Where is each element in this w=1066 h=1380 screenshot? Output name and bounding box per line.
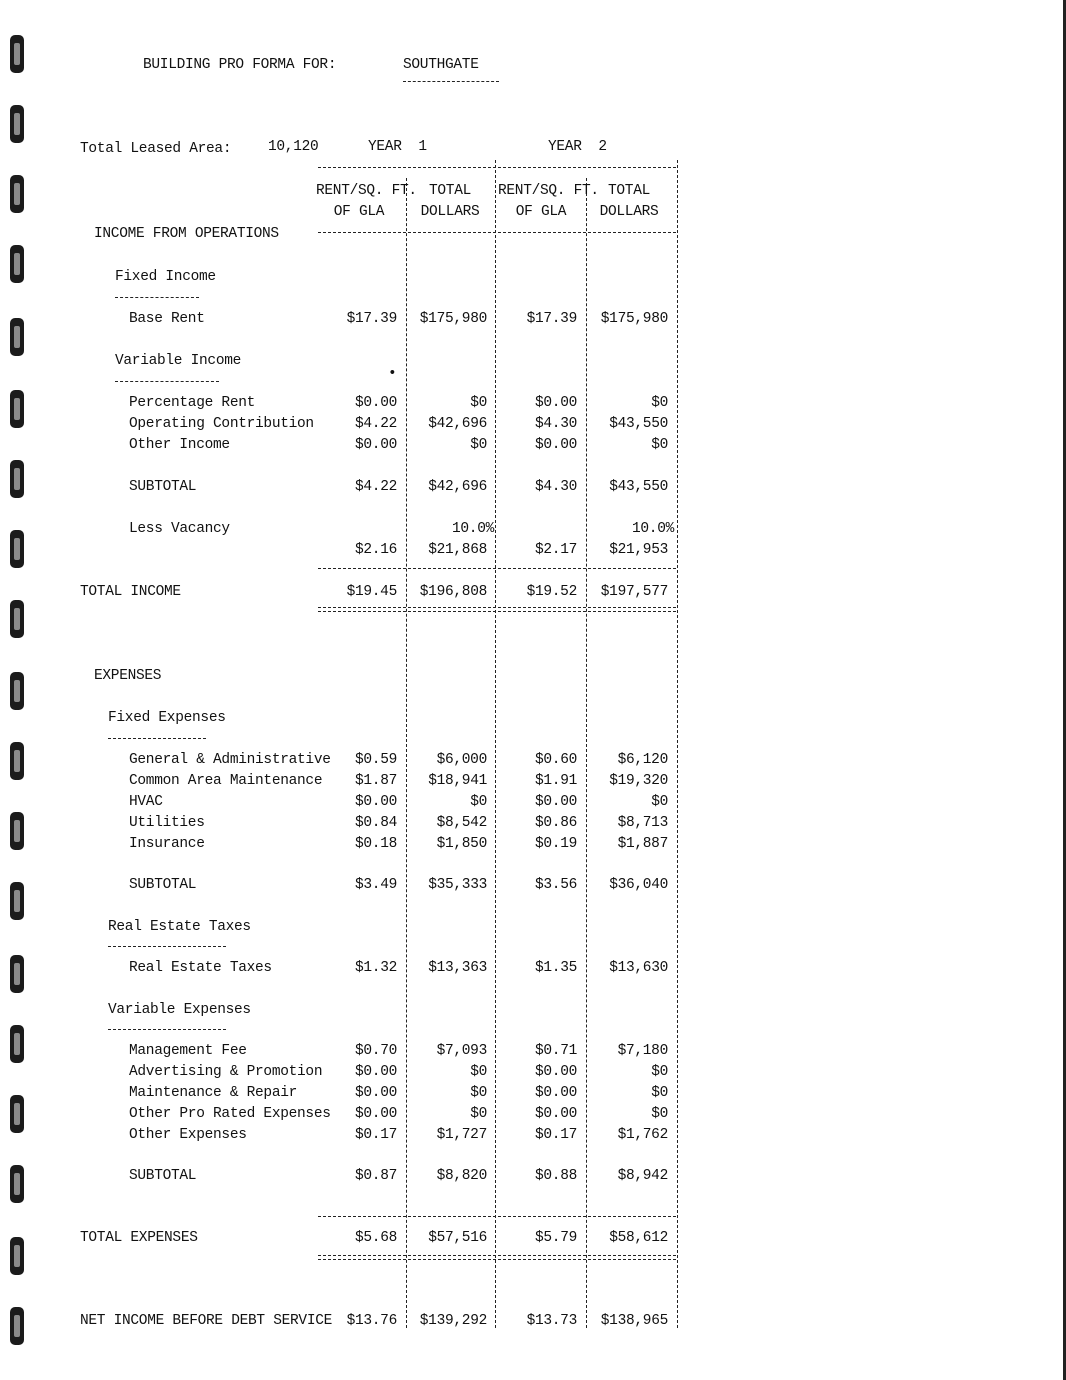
property-underline xyxy=(403,81,499,82)
sub-fixed-y1t-cell: $35,333 xyxy=(428,877,487,893)
punch-hole xyxy=(10,460,24,498)
punch-hole xyxy=(10,1095,24,1133)
other-exp-y1r-cell: $0.17 xyxy=(354,1127,397,1143)
row-label: HVAC xyxy=(129,794,163,810)
variable-expenses-heading: Variable Expenses xyxy=(108,1002,251,1018)
punch-hole xyxy=(10,1237,24,1275)
table-top-rule xyxy=(318,167,676,168)
net-income-y2r-cell: $13.73 xyxy=(526,1313,577,1329)
year-divider xyxy=(495,160,496,1328)
header-bottom-rule xyxy=(318,232,676,233)
heading-underline xyxy=(108,1029,226,1030)
leased-area-label: Total Leased Area: xyxy=(80,141,232,157)
total-income-label: TOTAL INCOME xyxy=(80,584,181,600)
other-exp-y2t-cell: $1,762 xyxy=(617,1127,668,1143)
advert-y1r-cell: $0.00 xyxy=(354,1064,397,1080)
cam-y1r-cell: $1.87 xyxy=(354,773,397,789)
row-label: Insurance xyxy=(129,836,205,852)
punch-hole xyxy=(10,245,24,283)
utilities-y2t-cell: $8,713 xyxy=(617,815,668,831)
leased-area-value: 10,120 xyxy=(268,139,319,155)
y1-vacancy-pct: 10.0% xyxy=(451,521,494,537)
maint-y2r-cell: $0.00 xyxy=(534,1085,577,1101)
re-taxes-y1r-cell: $1.32 xyxy=(354,960,397,976)
punch-hole xyxy=(10,1025,24,1063)
punch-hole xyxy=(10,812,24,850)
re-taxes-y2r-cell: $1.35 xyxy=(534,960,577,976)
fixed-expenses-heading: Fixed Expenses xyxy=(108,710,226,726)
sub-var-y2t-cell: $8,942 xyxy=(617,1168,668,1184)
punch-hole xyxy=(10,318,24,356)
sub-income-y1t-cell: $42,696 xyxy=(428,479,487,495)
cam-y2t-cell: $19,320 xyxy=(609,773,668,789)
row-label: Other Pro Rated Expenses xyxy=(129,1106,331,1122)
table-right-edge xyxy=(677,160,678,1328)
income-ops-heading: INCOME FROM OPERATIONS xyxy=(94,226,279,242)
other-income-y2t-cell: $0 xyxy=(651,437,668,453)
y2-total-header-1: TOTAL xyxy=(607,183,650,199)
other-income-y1r-cell: $0.00 xyxy=(354,437,397,453)
y1-rent-header-2: OF GLA xyxy=(333,204,385,220)
punch-hole xyxy=(10,1165,24,1203)
net-income-y2t-cell: $138,965 xyxy=(600,1313,668,1329)
total-expenses-y2t-cell: $58,612 xyxy=(609,1230,668,1246)
variable-income-heading: Variable Income xyxy=(115,353,242,369)
sub-var-y2r-cell: $0.88 xyxy=(534,1168,577,1184)
re-taxes-y1t-cell: $13,363 xyxy=(428,960,487,976)
total-income-y1t-cell: $196,808 xyxy=(419,584,487,600)
total-income-y2r-cell: $19.52 xyxy=(526,584,577,600)
row-label: SUBTOTAL xyxy=(129,479,197,495)
y2-rent-header-1: RENT/SQ. FT. xyxy=(498,183,599,199)
sub-income-y2t-cell: $43,550 xyxy=(609,479,668,495)
row-label: Common Area Maintenance xyxy=(129,773,323,789)
heading-underline xyxy=(115,381,219,382)
advert-y2t-cell: $0 xyxy=(651,1064,668,1080)
mgmt-fee-y2t-cell: $7,180 xyxy=(617,1043,668,1059)
other-income-y2r-cell: $0.00 xyxy=(534,437,577,453)
heading-underline xyxy=(115,297,199,298)
row-label: Management Fee xyxy=(129,1043,247,1059)
punch-hole xyxy=(10,1307,24,1345)
gen-admin-y2r-cell: $0.60 xyxy=(534,752,577,768)
base-rent-y1r-cell: $17.39 xyxy=(346,311,397,327)
utilities-y2r-cell: $0.86 xyxy=(534,815,577,831)
total-expenses-label: TOTAL EXPENSES xyxy=(80,1230,198,1246)
total-income-y2t-cell: $197,577 xyxy=(600,584,668,600)
punch-hole xyxy=(10,530,24,568)
property-name: SOUTHGATE xyxy=(403,57,479,73)
y1-total-header-2: DOLLARS xyxy=(420,204,480,220)
re-taxes-heading: Real Estate Taxes xyxy=(108,919,251,935)
sub-var-y1r-cell: $0.87 xyxy=(354,1168,397,1184)
row-label: SUBTOTAL xyxy=(129,1168,197,1184)
mgmt-fee-y1t-cell: $7,093 xyxy=(436,1043,487,1059)
row-label: Other Income xyxy=(129,437,230,453)
vacancy-y2r-cell: $2.17 xyxy=(534,542,577,558)
hvac-y2t-cell: $0 xyxy=(651,794,668,810)
other-pro-y1t-cell: $0 xyxy=(470,1106,487,1122)
sub-fixed-y2r-cell: $3.56 xyxy=(534,877,577,893)
insurance-y2r-cell: $0.19 xyxy=(534,836,577,852)
heading-underline xyxy=(108,738,206,739)
row-label: Advertising & Promotion xyxy=(129,1064,323,1080)
punch-hole xyxy=(10,35,24,73)
other-pro-y2t-cell: $0 xyxy=(651,1106,668,1122)
expense-double-rule xyxy=(318,1255,676,1260)
pct-rent-y2r-cell: $0.00 xyxy=(534,395,577,411)
vacancy-y1t-cell: $21,868 xyxy=(428,542,487,558)
vacancy-y2t-cell: $21,953 xyxy=(609,542,668,558)
expenses-heading: EXPENSES xyxy=(94,668,162,684)
y1-total-header-1: TOTAL xyxy=(428,183,471,199)
base-rent-y2r-cell: $17.39 xyxy=(526,311,577,327)
income-double-rule xyxy=(318,607,676,612)
pct-rent-y1t-cell: $0 xyxy=(470,395,487,411)
punch-hole xyxy=(10,882,24,920)
punch-hole xyxy=(10,742,24,780)
maint-y2t-cell: $0 xyxy=(651,1085,668,1101)
maint-y1t-cell: $0 xyxy=(470,1085,487,1101)
other-exp-y2r-cell: $0.17 xyxy=(534,1127,577,1143)
insurance-y2t-cell: $1,887 xyxy=(617,836,668,852)
sub-var-y1t-cell: $8,820 xyxy=(436,1168,487,1184)
cam-y2r-cell: $1.91 xyxy=(534,773,577,789)
income-total-rule xyxy=(318,568,676,569)
advert-y2r-cell: $0.00 xyxy=(534,1064,577,1080)
row-label: Less Vacancy xyxy=(129,521,230,537)
heading-underline xyxy=(108,946,226,947)
punch-hole xyxy=(10,955,24,993)
punch-hole xyxy=(10,175,24,213)
row-label: Percentage Rent xyxy=(129,395,256,411)
utilities-y1t-cell: $8,542 xyxy=(436,815,487,831)
row-label: Operating Contribution xyxy=(129,416,314,432)
sub-income-y2r-cell: $4.30 xyxy=(534,479,577,495)
doc-title-label: BUILDING PRO FORMA FOR: xyxy=(143,57,337,73)
y1-rent-header-1: RENT/SQ. FT. xyxy=(316,183,417,199)
y2-rent-header-2: OF GLA xyxy=(515,204,567,220)
total-expenses-y1t-cell: $57,516 xyxy=(428,1230,487,1246)
op-contrib-y2r-cell: $4.30 xyxy=(534,416,577,432)
sub-income-y1r-cell: $4.22 xyxy=(354,479,397,495)
base-rent-y2t-cell: $175,980 xyxy=(600,311,668,327)
punch-hole xyxy=(10,672,24,710)
insurance-y1t-cell: $1,850 xyxy=(436,836,487,852)
mgmt-fee-y2r-cell: $0.71 xyxy=(534,1043,577,1059)
vacancy-y1r-cell: $2.16 xyxy=(354,542,397,558)
insurance-y1r-cell: $0.18 xyxy=(354,836,397,852)
gen-admin-y2t-cell: $6,120 xyxy=(617,752,668,768)
net-income-y1t-cell: $139,292 xyxy=(419,1313,487,1329)
utilities-y1r-cell: $0.84 xyxy=(354,815,397,831)
row-label: SUBTOTAL xyxy=(129,877,197,893)
fixed-income-heading: Fixed Income xyxy=(115,269,216,285)
row-label: Base Rent xyxy=(129,311,205,327)
sub-fixed-y2t-cell: $36,040 xyxy=(609,877,668,893)
year2-heading: YEAR 2 xyxy=(548,139,607,155)
hvac-y1t-cell: $0 xyxy=(470,794,487,810)
gen-admin-y1t-cell: $6,000 xyxy=(436,752,487,768)
row-label: General & Administrative xyxy=(129,752,331,768)
punch-hole xyxy=(10,105,24,143)
punch-hole xyxy=(10,390,24,428)
advert-y1t-cell: $0 xyxy=(470,1064,487,1080)
row-label: Other Expenses xyxy=(129,1127,247,1143)
sub-fixed-y1r-cell: $3.49 xyxy=(354,877,397,893)
pct-rent-y2t-cell: $0 xyxy=(651,395,668,411)
pct-rent-y1r-cell: $0.00 xyxy=(354,395,397,411)
other-pro-y1r-cell: $0.00 xyxy=(354,1106,397,1122)
cam-y1t-cell: $18,941 xyxy=(428,773,487,789)
op-contrib-y2t-cell: $43,550 xyxy=(609,416,668,432)
gen-admin-y1r-cell: $0.59 xyxy=(354,752,397,768)
total-expenses-y2r-cell: $5.79 xyxy=(534,1230,577,1246)
other-income-y1t-cell: $0 xyxy=(470,437,487,453)
maint-y1r-cell: $0.00 xyxy=(354,1085,397,1101)
net-income-y1r-cell: $13.76 xyxy=(346,1313,397,1329)
stray-mark: • xyxy=(388,366,397,382)
re-taxes-y2t-cell: $13,630 xyxy=(609,960,668,976)
expense-total-rule xyxy=(318,1216,676,1217)
y2-vacancy-pct: 10.0% xyxy=(631,521,674,537)
mgmt-fee-y1r-cell: $0.70 xyxy=(354,1043,397,1059)
hvac-y1r-cell: $0.00 xyxy=(354,794,397,810)
total-expenses-y1r-cell: $5.68 xyxy=(354,1230,397,1246)
op-contrib-y1r-cell: $4.22 xyxy=(354,416,397,432)
year1-heading: YEAR 1 xyxy=(368,139,427,155)
row-label: Real Estate Taxes xyxy=(129,960,272,976)
y2-total-header-2: DOLLARS xyxy=(599,204,659,220)
op-contrib-y1t-cell: $42,696 xyxy=(428,416,487,432)
punch-hole xyxy=(10,600,24,638)
other-pro-y2r-cell: $0.00 xyxy=(534,1106,577,1122)
hvac-y2r-cell: $0.00 xyxy=(534,794,577,810)
base-rent-y1t-cell: $175,980 xyxy=(419,311,487,327)
total-income-y1r-cell: $19.45 xyxy=(346,584,397,600)
net-income-label: NET INCOME BEFORE DEBT SERVICE xyxy=(80,1313,333,1329)
row-label: Utilities xyxy=(129,815,205,831)
row-label: Maintenance & Repair xyxy=(129,1085,298,1101)
other-exp-y1t-cell: $1,727 xyxy=(436,1127,487,1143)
